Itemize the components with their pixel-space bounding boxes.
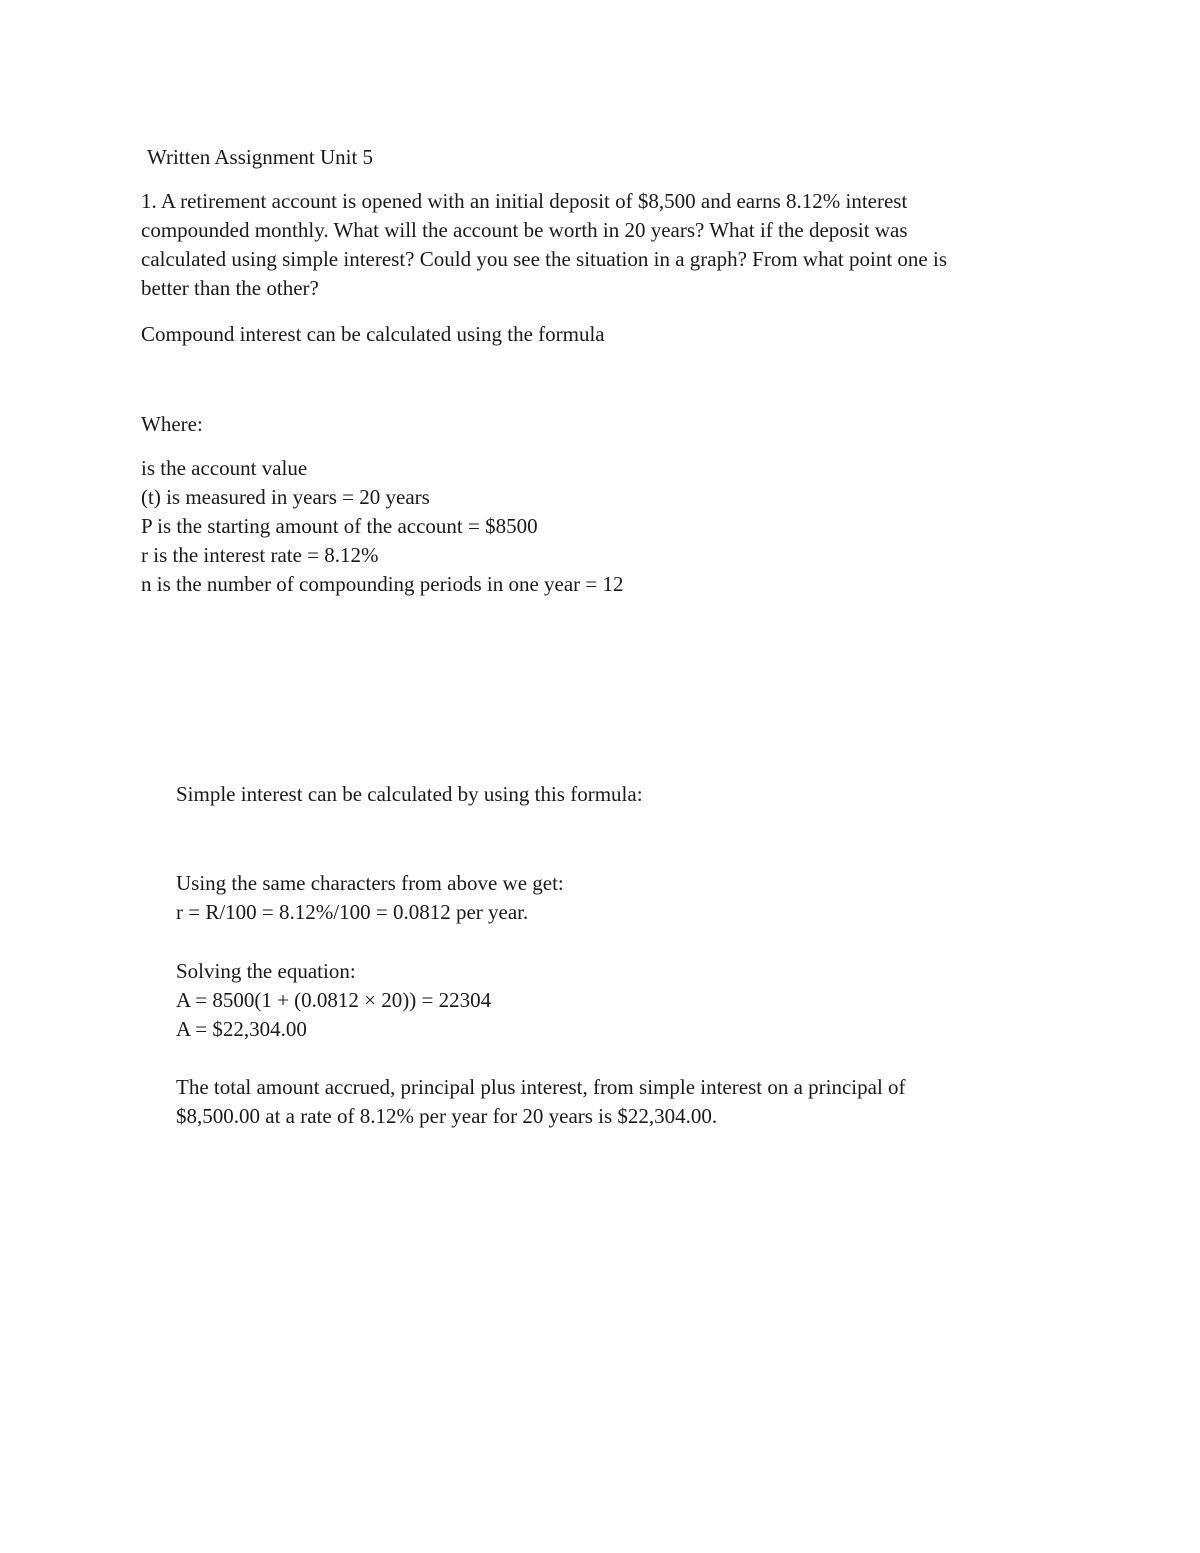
- variable-item: P is the starting amount of the account = $8500: [141, 514, 538, 538]
- solve-result: A = $22,304.00: [176, 1017, 307, 1041]
- same-characters-section: [176, 869, 1076, 927]
- question-line: better than the other?: [141, 276, 319, 300]
- solving-label: Solving the equation:: [176, 959, 356, 983]
- simple-intro: Simple interest can be calculated by using this formula:: [176, 782, 643, 806]
- conclusion-line: $8,500.00 at a rate of 8.12% per year for 20 years is $22,304.00.: [176, 1104, 718, 1128]
- variable-list: [141, 454, 1061, 599]
- where-label: Where:: [141, 412, 203, 436]
- compound-intro: Compound interest can be calculated using the formula: [141, 322, 605, 346]
- conclusion-paragraph: [176, 1073, 1076, 1131]
- variable-item: n is the number of compounding periods in one year = 12: [141, 572, 624, 596]
- variable-item: (t) is measured in years = 20 years: [141, 485, 430, 509]
- variable-item: is the account value: [141, 456, 308, 480]
- question-line: compounded monthly. What will the account be worth in 20 years? What if the deposit was: [141, 218, 908, 242]
- solve-step: A = 8500(1 + (0.0812 × 20)) = 22304: [176, 988, 492, 1012]
- rate-conversion: r = R/100 = 8.12%/100 = 0.0812 per year.: [176, 900, 529, 924]
- document-title: Written Assignment Unit 5: [147, 145, 374, 169]
- question-line: 1. A retirement account is opened with an initial deposit of $8,500 and earns 8.12% interest: [141, 189, 908, 213]
- same-characters-text: Using the same characters from above we get:: [176, 871, 564, 895]
- question-paragraph: [141, 187, 1061, 303]
- variable-item: r is the interest rate = 8.12%: [141, 543, 379, 567]
- conclusion-line: The total amount accrued, principal plus interest, from simple interest on a principal of: [176, 1075, 906, 1099]
- question-line: calculated using simple interest? Could you see the situation in a graph? From what point one is: [141, 247, 947, 271]
- solving-section: [176, 957, 1076, 1044]
